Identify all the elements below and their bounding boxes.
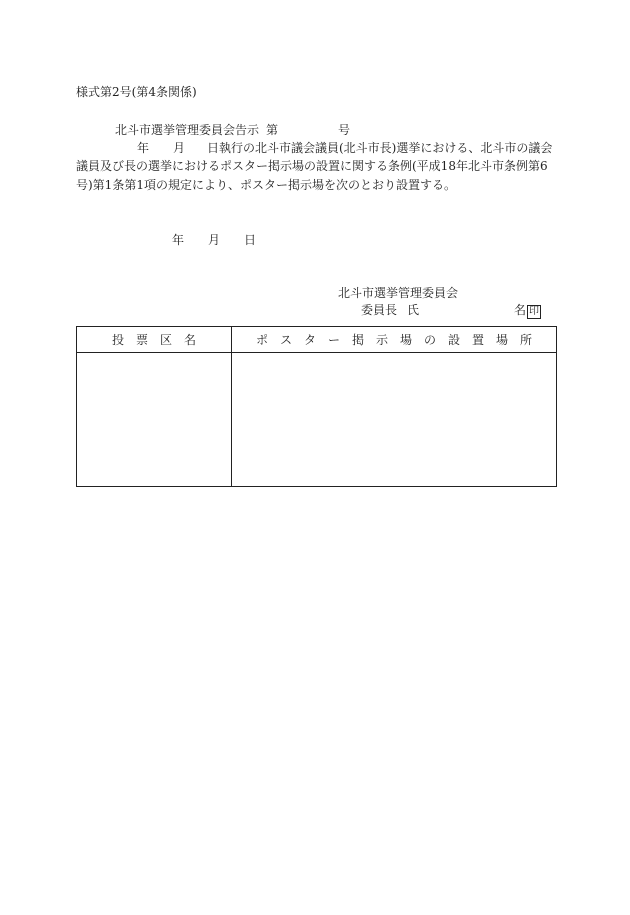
- polling-place-table: [76, 326, 557, 487]
- header-poster-location: ポ ス タ ー 掲 示 場 の 設 置 場 所: [232, 327, 557, 353]
- committee-name: 北斗市選挙管理委員会: [338, 286, 459, 300]
- notice-number-prefix: 第: [266, 123, 279, 137]
- notice-title: 北斗市選挙管理委員会告示: [115, 123, 260, 137]
- notice-month-label: 月: [173, 141, 186, 155]
- notice-year-label: 年: [137, 141, 150, 155]
- notice-body-text: 日執行の北斗市議会議員(北斗市長)選挙における、北斗市の議会: [207, 141, 553, 155]
- cell-poster-location[interactable]: [232, 353, 557, 487]
- name-char: 名: [514, 303, 527, 317]
- notice-number-suffix: 号: [338, 123, 351, 137]
- date-month-label: 月: [208, 233, 221, 247]
- table-row: [77, 353, 557, 487]
- date-year-label: 年: [172, 233, 185, 247]
- chair-title: 委員長: [361, 303, 398, 317]
- form-label: 様式第2号(第4条関係): [76, 85, 197, 99]
- date-day-label: 日: [244, 233, 257, 247]
- chair-honorific: 氏: [407, 303, 420, 317]
- header-polling-district: 投 票 区 名: [77, 327, 232, 353]
- table-header-row: [77, 327, 557, 353]
- cell-polling-district[interactable]: [77, 353, 232, 487]
- seal-mark: 印: [529, 306, 540, 317]
- notice-body-line-2: 議員及び長の選挙におけるポスター掲示場の設置に関する条例(平成18年北斗市条例第6: [76, 159, 548, 173]
- chair-name-field: [514, 302, 541, 319]
- notice-body-line-3: 号)第1条第1項の規定により、ポスター掲示場を次のとおり設置する。: [76, 178, 456, 192]
